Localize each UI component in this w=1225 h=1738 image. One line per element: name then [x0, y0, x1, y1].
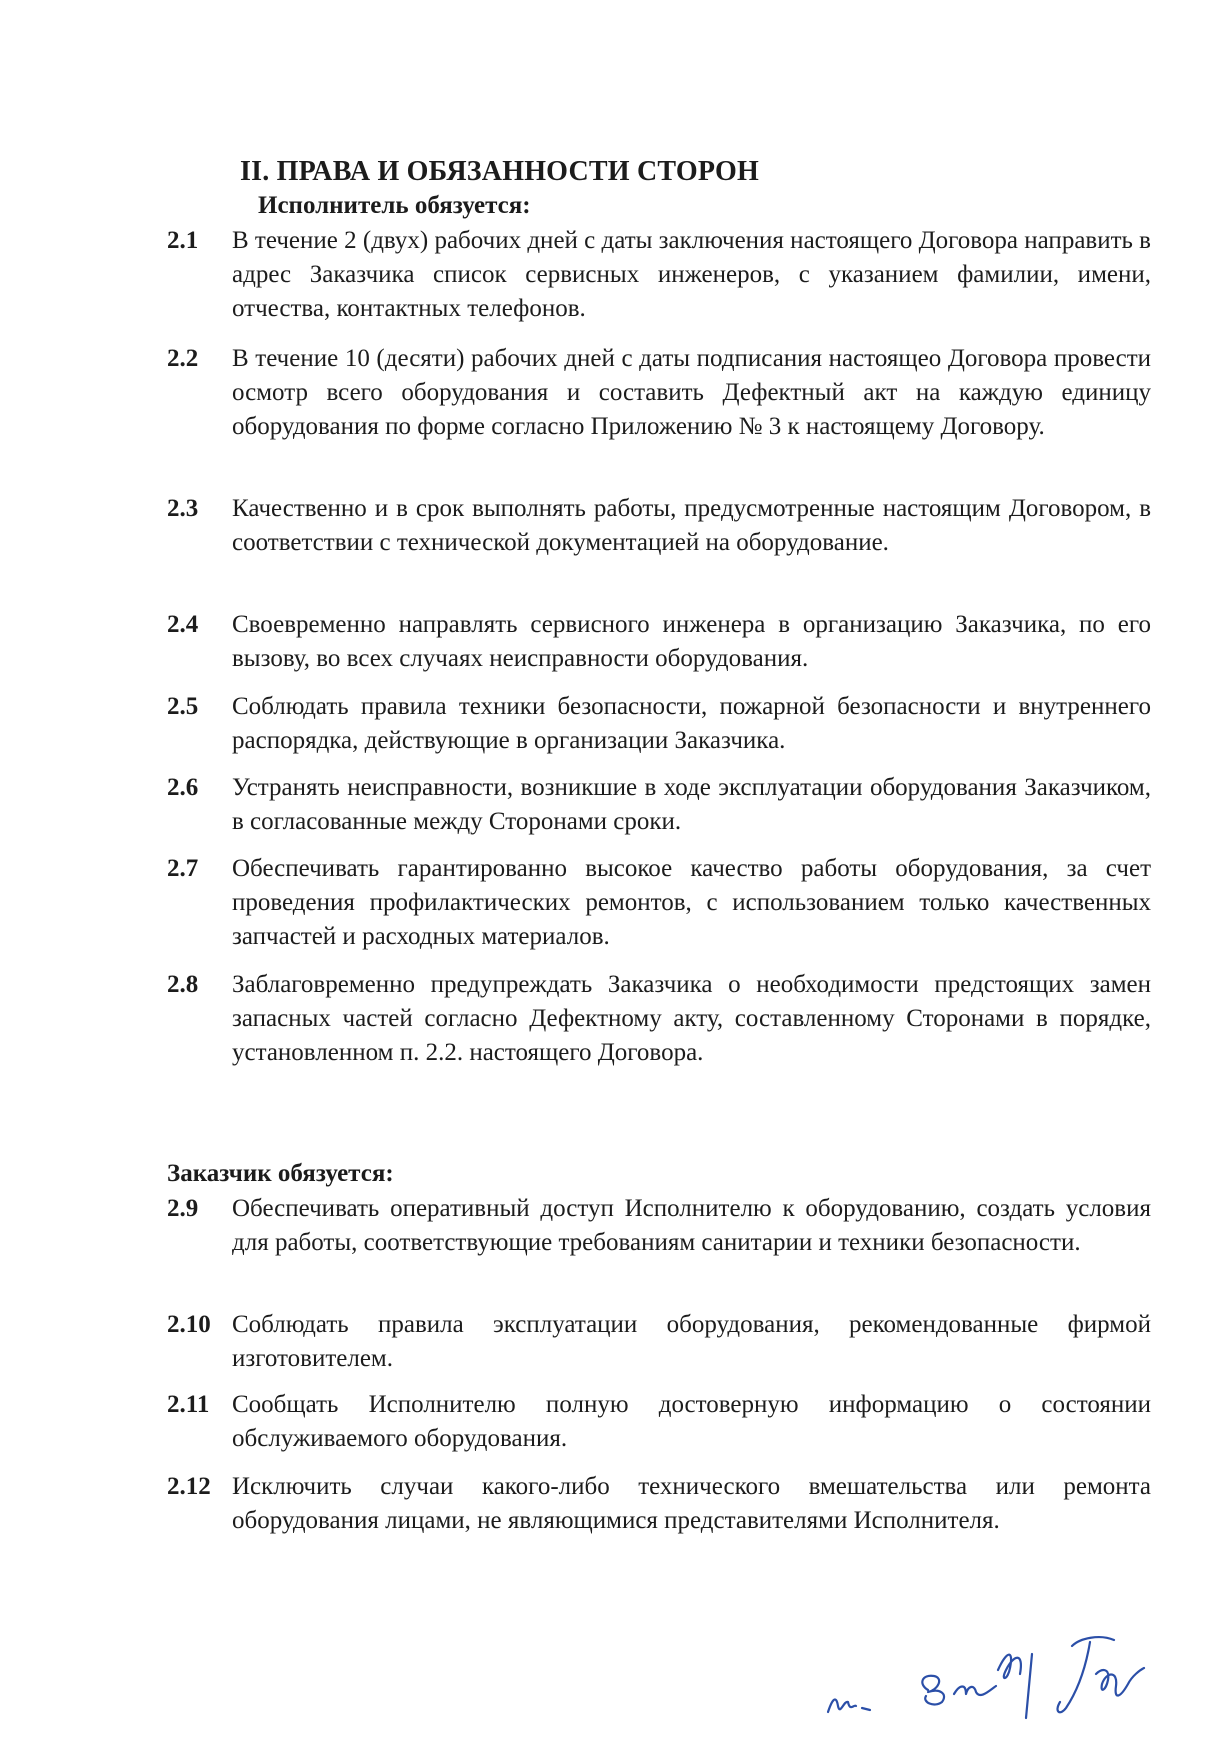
clause-text: Сообщать Исполнителю полную достоверную информацию о состоянии обслуживаемого оборудования. [232, 1391, 1151, 1452]
clause-2-2 [167, 342, 1151, 444]
clause-text: Обеспечивать гарантированно высокое качество работы оборудования, за счет проведения профилактических ремонтов, с использованием только качественных запчастей и расходных материалов. [232, 855, 1151, 950]
handwritten-initials [810, 1590, 1210, 1730]
clause-text: Обеспечивать оперативный доступ Исполнителю к оборудованию, создать условия для работы, соответствующие требованиям санитарии и техники безопасности. [232, 1195, 1151, 1256]
clause-text: В течение 2 (двух) рабочих дней с даты заключения настоящего Договора направить в адрес Заказчика список сервисных инженеров, с указанием фамилии, имени, отчества, контактных телефонов. [232, 227, 1151, 322]
clause-text: Устранять неисправности, возникшие в ходе эксплуатации оборудования Заказчиком, в согласованные между Сторонами сроки. [232, 774, 1151, 835]
clause-text: Соблюдать правила техники безопасности, пожарной безопасности и внутреннего распорядка, действующие в организации Заказчика. [232, 693, 1151, 754]
clause-2-7 [167, 852, 1151, 954]
clause-number: 2.9 [167, 1195, 199, 1222]
clause-text: Исключить случаи какого-либо технического вмешательства или ремонта оборудования лицами, не являющимися представителями Исполнителя. [232, 1473, 1151, 1534]
clause-number: 2.8 [167, 971, 199, 998]
clause-number: 2.10 [167, 1311, 211, 1338]
clause-2-3 [167, 492, 1151, 560]
clause-text: В течение 10 (десяти) рабочих дней с даты подписания настоящео Договора провести осмотр всего оборудования и составить Дефектный акт на каждую единицу оборудования по форме согласно Приложению № 3 к настоящему Договору. [232, 345, 1151, 440]
clause-number: 2.3 [167, 495, 199, 522]
clause-number: 2.12 [167, 1473, 211, 1500]
customer-heading: Заказчик обязуется: [167, 1160, 394, 1187]
clause-number: 2.7 [167, 855, 199, 882]
clause-number: 2.6 [167, 774, 199, 801]
clause-text: Соблюдать правила эксплуатации оборудования, рекомендованные фирмой изготовителем. [232, 1311, 1151, 1372]
clause-number: 2.11 [167, 1391, 210, 1418]
clause-2-6 [167, 771, 1151, 839]
clause-number: 2.5 [167, 693, 199, 720]
executor-heading: Исполнитель обязуется: [258, 192, 531, 219]
clause-2-1 [167, 224, 1151, 326]
clause-2-10 [167, 1308, 1151, 1376]
clause-text: Своевременно направлять сервисного инженера в организацию Заказчика, по его вызову, во всех случаях неисправности оборудования. [232, 611, 1151, 672]
clause-text: Заблаговременно предупреждать Заказчика о необходимости предстоящих замен запасных частей согласно Дефектному акту, составленному Сторонами в порядке, установленном п. 2.2. настоящего Договора. [232, 971, 1151, 1066]
clause-number: 2.2 [167, 345, 199, 372]
clause-number: 2.4 [167, 611, 199, 638]
section-title: II. ПРАВА И ОБЯЗАННОСТИ СТОРОН [240, 156, 759, 187]
clause-number: 2.1 [167, 227, 199, 254]
clause-2-4 [167, 608, 1151, 676]
clause-2-12 [167, 1470, 1151, 1538]
clause-2-8 [167, 968, 1151, 1070]
clause-text: Качественно и в срок выполнять работы, предусмотренные настоящим Договором, в соответствии с технической документацией на оборудование. [232, 495, 1151, 556]
clause-2-5 [167, 690, 1151, 758]
clause-2-9 [167, 1192, 1151, 1260]
clause-2-11 [167, 1388, 1151, 1456]
